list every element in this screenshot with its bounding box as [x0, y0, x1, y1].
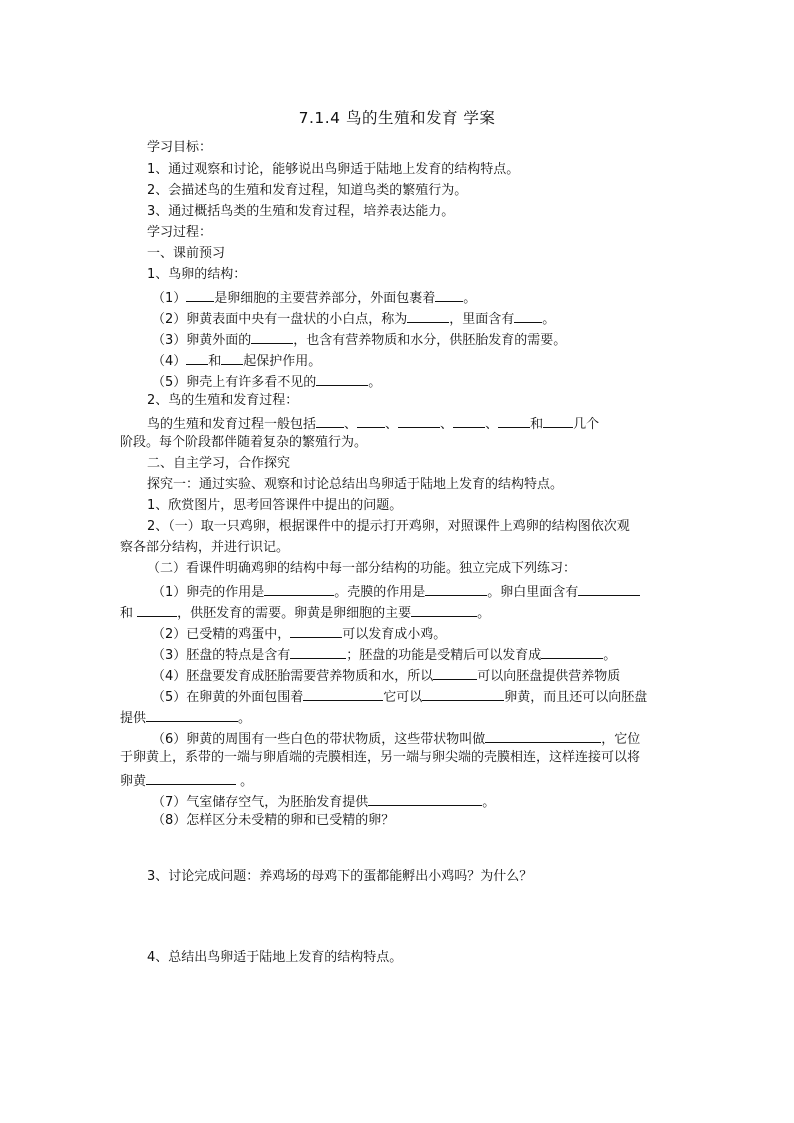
question-line: （3）卵黄外面的 ，也含有营养物质和水分，供胚胎发育的需要。: [152, 330, 566, 349]
step-text: （二）看课件明确鸡卵的结构中每一部分结构的功能。独立完成下列练习：: [147, 561, 577, 576]
question-line: （1）卵壳的作用是 。壳膜的作用是 。卵白里面含有: [152, 582, 640, 601]
question-line: （2）已受精的鸡蛋中， 可以发育成小鸡。: [152, 624, 446, 643]
answer-blank[interactable]: [303, 687, 383, 701]
answer-blank[interactable]: [316, 414, 344, 428]
answer-blank[interactable]: [146, 771, 236, 785]
question-line: 提供 。: [120, 708, 251, 727]
question-line: （4）胚盘要发育成胚胎需要营养物质和水，所以 可以向胚盘提供营养物质: [152, 666, 620, 685]
question-line: （4） 和 起保护作用。: [152, 351, 321, 370]
process-heading: 学习过程：: [147, 225, 213, 240]
answer-blank[interactable]: [453, 414, 485, 428]
answer-blank[interactable]: [541, 645, 603, 659]
question-line: 鸟的生殖和发育过程一般包括 、 、 、 、 和 几个: [147, 414, 599, 433]
step-text: 2、（一）取一只鸡卵，根据课件中的提示打开鸡卵，对照课件上鸡卵的结构图依次观: [147, 519, 630, 534]
answer-blank[interactable]: [422, 687, 504, 701]
page-title: 7.1.4 鸟的生殖和发育 学案: [298, 109, 496, 127]
answer-blank[interactable]: [221, 351, 243, 365]
question-line: （6）卵黄的周围有一些白色的带状物质，这些带状物叫做 ，它位: [152, 729, 640, 748]
answer-blank[interactable]: [425, 582, 487, 596]
objective-item: 2、会描述鸟的生殖和发育过程，知道鸟类的繁殖行为。: [147, 183, 468, 198]
text-line: 阶段。每个阶段都伴随着复杂的繁殖行为。: [120, 435, 368, 450]
answer-blank[interactable]: [498, 414, 530, 428]
answer-blank[interactable]: [578, 582, 640, 596]
question-line: 和 ，供胚发育的需要。卵黄是卵细胞的主要 。: [120, 603, 490, 622]
preview-heading: 一、课前预习: [147, 246, 226, 261]
inquiry-text: 探究一：通过实验、观察和讨论总结出鸟卵适于陆地上发育的结构特点。: [147, 477, 564, 492]
answer-blank[interactable]: [435, 288, 463, 302]
text-line: 于卵黄上，系带的一端与卵盾端的壳膜相连，另一端与卵尖端的壳膜相连，这样连接可以将: [120, 750, 641, 765]
question-line: （2）卵黄表面中央有一盘状的小白点，称为 ，里面含有 。: [152, 309, 555, 328]
question-line: （1） 是卵细胞的主要营养部分，外面包裹着 。: [152, 288, 476, 307]
answer-blank[interactable]: [186, 351, 208, 365]
answer-blank[interactable]: [137, 603, 177, 617]
answer-blank[interactable]: [186, 288, 214, 302]
answer-blank[interactable]: [543, 414, 573, 428]
question-line: （7）气室储存空气，为胚胎发育提供 。: [152, 792, 495, 811]
answer-blank[interactable]: [411, 603, 477, 617]
question-line: （3）胚盘的特点是含有 ；胚盘的功能是受精后可以发育成 。: [152, 645, 616, 664]
question-line: （5）在卵黄的外面包围着 它可以 卵黄，而且还可以向胚盘: [152, 687, 647, 706]
answer-blank[interactable]: [357, 414, 385, 428]
answer-blank[interactable]: [316, 372, 368, 386]
answer-blank[interactable]: [514, 309, 542, 323]
question-line: 卵黄 。: [120, 771, 253, 790]
explore-heading: 二、自主学习，合作探究: [147, 456, 291, 471]
answer-blank[interactable]: [368, 792, 482, 806]
answer-blank[interactable]: [485, 729, 601, 743]
question-text: 4、总结出鸟卵适于陆地上发育的结构特点。: [147, 950, 403, 965]
answer-blank[interactable]: [146, 708, 238, 722]
step-text: 察各部分结构，并进行识记。: [120, 540, 290, 555]
answer-blank[interactable]: [290, 645, 346, 659]
answer-blank[interactable]: [407, 309, 449, 323]
answer-blank[interactable]: [251, 330, 293, 344]
answer-blank[interactable]: [264, 582, 334, 596]
reproduction-heading: 2、鸟的生殖和发育过程：: [147, 393, 299, 408]
question-text: 3、讨论完成问题：养鸡场的母鸡下的蛋都能孵出小鸡吗？为什么？: [147, 869, 533, 884]
egg-structure-heading: 1、鸟卵的结构：: [147, 267, 247, 282]
objective-item: 1、通过观察和讨论，能够说出鸟卵适于陆地上发育的结构特点。: [147, 162, 520, 177]
question-line: （5）卵壳上有许多看不见的 。: [152, 372, 381, 391]
answer-blank[interactable]: [398, 414, 440, 428]
step-text: 1、欣赏图片，思考回答课件中提出的问题。: [147, 498, 403, 513]
objective-item: 3、通过概括鸟类的生殖和发育过程，培养表达能力。: [147, 204, 455, 219]
answer-blank[interactable]: [433, 666, 477, 680]
answer-blank[interactable]: [290, 624, 342, 638]
objectives-heading: 学习目标：: [147, 140, 213, 155]
question-text: （8）怎样区分未受精的卵和已受精的卵？: [152, 813, 395, 828]
